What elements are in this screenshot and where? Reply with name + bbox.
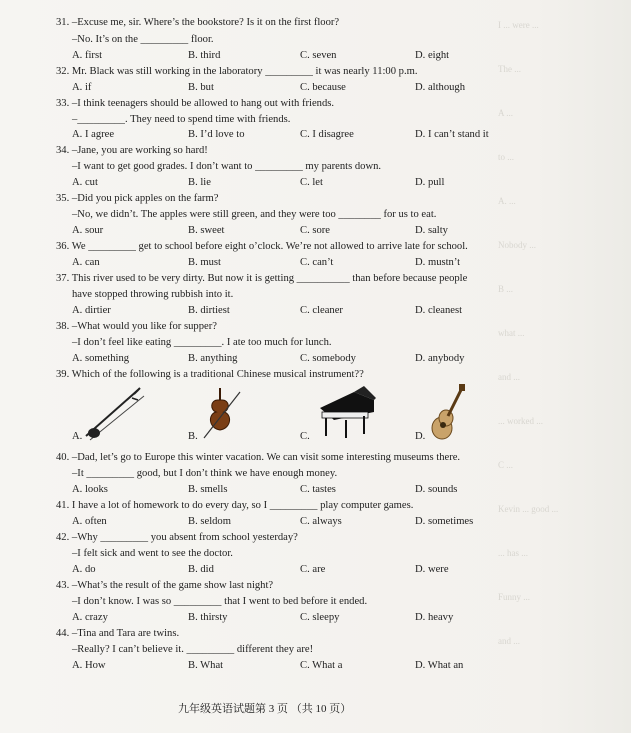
question-stem: 41. I have a lot of homework to do every day, so I _________ play computer games. bbox=[56, 500, 414, 511]
answer-option[interactable]: B. thirsty bbox=[188, 612, 228, 623]
question-stem: 44. –Tina and Tara are twins. bbox=[56, 628, 180, 639]
answer-option[interactable]: C. can’t bbox=[300, 257, 334, 268]
answer-option[interactable]: C. I disagree bbox=[300, 129, 354, 140]
question-subline: have stopped throwing rubbish into it. bbox=[72, 289, 234, 300]
answer-option[interactable]: A. often bbox=[72, 516, 107, 527]
answer-option[interactable]: A. sour bbox=[72, 225, 104, 236]
guitar-image bbox=[428, 384, 468, 442]
answer-option[interactable]: C. somebody bbox=[300, 353, 356, 364]
image-option-label[interactable]: D. bbox=[415, 431, 426, 442]
answer-option[interactable]: D. although bbox=[415, 82, 466, 93]
ghost-line: I ... were ... bbox=[498, 20, 539, 30]
answer-option[interactable]: B. I’d love to bbox=[188, 129, 245, 140]
answer-option[interactable]: C. cleaner bbox=[300, 305, 343, 316]
answer-option[interactable]: B. but bbox=[188, 82, 214, 93]
answer-option[interactable]: A. do bbox=[72, 564, 96, 575]
question-subline: –_________. They need to spend time with friends. bbox=[72, 114, 291, 125]
answer-option[interactable]: B. What bbox=[188, 660, 224, 671]
question-subline: –No, we didn’t. The apples were still green, and they were too ________ for us to eat. bbox=[72, 209, 437, 220]
answer-option[interactable]: A. crazy bbox=[72, 612, 108, 623]
answer-option[interactable]: B. third bbox=[188, 50, 221, 61]
question-stem: 32. Mr. Black was still working in the laboratory _________ it was nearly 11:00 p.m. bbox=[56, 66, 418, 77]
ghost-line: Kevin ... good ... bbox=[498, 504, 559, 514]
ghost-line: to ... bbox=[498, 152, 515, 162]
answer-option[interactable]: A. something bbox=[72, 353, 130, 364]
question-stem: 37. This river used to be very dirty. But now it is getting __________ than before because people bbox=[56, 273, 468, 284]
answer-option[interactable]: A. can bbox=[72, 257, 100, 268]
answer-option[interactable]: A. first bbox=[72, 50, 103, 61]
page-footer: 九年级英语试题第 3 页 （共 10 页） bbox=[178, 703, 352, 715]
answer-option[interactable]: B. smells bbox=[188, 484, 228, 495]
answer-option[interactable]: D. mustn’t bbox=[415, 257, 461, 268]
question-subline: –No. It’s on the _________ floor. bbox=[72, 34, 214, 45]
answer-option[interactable]: D. sounds bbox=[415, 484, 458, 495]
answer-option[interactable]: B. lie bbox=[188, 177, 211, 188]
answer-option[interactable]: A. I agree bbox=[72, 129, 115, 140]
question-subline: –I don’t feel like eating _________. I ate too much for lunch. bbox=[72, 337, 332, 348]
ghost-line: The ... bbox=[498, 64, 521, 74]
answer-option[interactable]: B. dirtiest bbox=[188, 305, 230, 316]
ghost-line: A. ... bbox=[498, 196, 516, 206]
answer-option[interactable]: D. I can’t stand it bbox=[415, 129, 489, 140]
image-option-label[interactable]: B. bbox=[188, 431, 198, 442]
question-stem: 35. –Did you pick apples on the farm? bbox=[56, 193, 219, 204]
question-subline: –I don’t know. I was so _________ that I went to bed before it ended. bbox=[72, 596, 368, 607]
question-stem: 40. –Dad, let’s go to Europe this winter vacation. We can visit some interesting museums there. bbox=[56, 452, 461, 463]
erhu-image bbox=[80, 386, 150, 442]
image-option-label[interactable]: A. bbox=[72, 431, 83, 442]
question-subline: –I felt sick and went to see the doctor. bbox=[72, 548, 233, 559]
question-stem: 39. Which of the following is a traditional Chinese musical instrument?? bbox=[56, 369, 364, 380]
answer-option[interactable]: B. seldom bbox=[188, 516, 231, 527]
answer-option[interactable]: D. eight bbox=[415, 50, 450, 61]
answer-option[interactable]: C. tastes bbox=[300, 484, 336, 495]
answer-option[interactable]: B. sweet bbox=[188, 225, 225, 236]
question-stem: 38. –What would you like for supper? bbox=[56, 321, 217, 332]
ghost-line: B ... bbox=[498, 284, 514, 294]
answer-option[interactable]: D. pull bbox=[415, 177, 445, 188]
answer-option[interactable]: B. must bbox=[188, 257, 221, 268]
answer-option[interactable]: C. because bbox=[300, 82, 346, 93]
answer-option[interactable]: A. How bbox=[72, 660, 106, 671]
question-stem: 33. –I think teenagers should be allowed to hang out with friends. bbox=[56, 98, 335, 109]
ghost-line: Nobody ... bbox=[498, 240, 536, 250]
ghost-line: Funny ... bbox=[498, 592, 531, 602]
answer-option[interactable]: B. anything bbox=[188, 353, 238, 364]
ghost-line: and ... bbox=[498, 636, 520, 646]
question-stem: 36. We _________ get to school before eight o’clock. We’re not allowed to arrive late for school. bbox=[56, 241, 468, 252]
question-stem: 43. –What’s the result of the game show last night? bbox=[56, 580, 274, 591]
answer-option[interactable]: D. What an bbox=[415, 660, 464, 671]
answer-option[interactable]: D. heavy bbox=[415, 612, 454, 623]
ghost-line: A ... bbox=[498, 108, 514, 118]
answer-option[interactable]: C. sleepy bbox=[300, 612, 340, 623]
ghost-line: ... worked ... bbox=[498, 416, 543, 426]
answer-option[interactable]: B. did bbox=[188, 564, 214, 575]
answer-option[interactable]: A. cut bbox=[72, 177, 98, 188]
ghost-line: C ... bbox=[498, 460, 514, 470]
answer-option[interactable]: C. always bbox=[300, 516, 342, 527]
answer-option[interactable]: C. seven bbox=[300, 50, 337, 61]
answer-option[interactable]: D. anybody bbox=[415, 353, 465, 364]
answer-option[interactable]: A. dirtier bbox=[72, 305, 111, 316]
answer-option[interactable]: D. were bbox=[415, 564, 449, 575]
answer-option[interactable]: A. looks bbox=[72, 484, 108, 495]
answer-option[interactable]: C. What a bbox=[300, 660, 343, 671]
answer-option[interactable]: D. sometimes bbox=[415, 516, 474, 527]
answer-option[interactable]: C. let bbox=[300, 177, 323, 188]
question-subline: –It _________ good, but I don’t think we have enough money. bbox=[72, 468, 338, 479]
question-stem: 34. –Jane, you are working so hard! bbox=[56, 145, 208, 156]
answer-option[interactable]: D. salty bbox=[415, 225, 448, 236]
ghost-line: and ... bbox=[498, 372, 520, 382]
question-stem: 31. –Excuse me, sir. Where’s the bookstore? Is it on the first floor? bbox=[56, 17, 340, 28]
answer-option[interactable]: D. cleanest bbox=[415, 305, 463, 316]
answer-option[interactable]: A. if bbox=[72, 82, 92, 93]
question-stem: 42. –Why _________ you absent from school yesterday? bbox=[56, 532, 298, 543]
ghost-line: ... has ... bbox=[498, 548, 528, 558]
violin-image bbox=[198, 386, 248, 442]
answer-option[interactable]: C. are bbox=[300, 564, 326, 575]
ghost-line: what ... bbox=[498, 328, 525, 338]
question-subline: –I want to get good grades. I don’t want to _________ my parents down. bbox=[72, 161, 382, 172]
question-subline: –Really? I can’t believe it. _________ different they are! bbox=[72, 644, 314, 655]
image-option-label[interactable]: C. bbox=[300, 431, 310, 442]
answer-option[interactable]: C. sore bbox=[300, 225, 331, 236]
piano-image bbox=[314, 386, 380, 442]
